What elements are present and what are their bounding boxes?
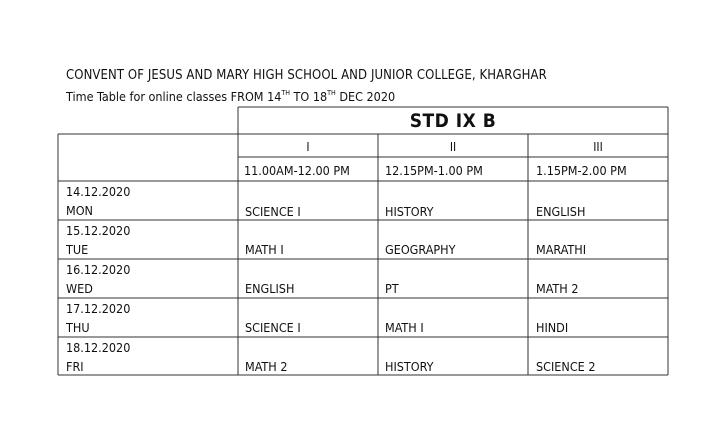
subject-cell: ENGLISH <box>536 204 586 219</box>
period-time-3: 1.15PM-2.00 PM <box>536 163 627 178</box>
row-date: 16.12.2020 <box>66 262 131 277</box>
class-name-header: STD IX B <box>409 110 497 132</box>
subject-cell: MATH I <box>385 320 424 335</box>
subject-cell: HINDI <box>536 320 569 335</box>
row-date: 14.12.2020 <box>66 184 131 199</box>
row-date: 15.12.2020 <box>66 223 131 238</box>
subject-cell: MATH 2 <box>245 359 288 374</box>
row-day: THU <box>66 320 90 335</box>
subject-cell: MATH 2 <box>536 281 579 296</box>
period-time-1: 11.00AM-12.00 PM <box>244 163 350 178</box>
row-date: 17.12.2020 <box>66 301 131 316</box>
period-header-1: I <box>306 140 310 154</box>
subject-cell: GEOGRAPHY <box>385 242 456 257</box>
subject-cell: MARATHI <box>536 242 587 257</box>
subject-cell: HISTORY <box>385 359 434 374</box>
row-day: WED <box>66 281 93 296</box>
subject-cell: SCIENCE I <box>245 320 301 335</box>
subject-cell: PT <box>385 281 399 296</box>
school-title: CONVENT OF JESUS AND MARY HIGH SCHOOL AND JUNIOR COLLEGE, KHARGHAR <box>66 68 547 83</box>
subject-cell: HISTORY <box>385 204 434 219</box>
period-header-3: III <box>593 140 603 154</box>
row-date: 18.12.2020 <box>66 340 131 355</box>
period-time-2: 12.15PM-1.00 PM <box>385 163 483 178</box>
row-day: FRI <box>66 359 84 374</box>
subject-cell: SCIENCE I <box>245 204 301 219</box>
row-day: MON <box>66 203 93 218</box>
subject-cell: ENGLISH <box>245 281 295 296</box>
timetable-subtitle: Time Table for online classes FROM 14TH TO 18TH DEC 2020 <box>66 89 396 104</box>
row-day: TUE <box>66 242 89 257</box>
period-header-2: II <box>449 140 457 154</box>
subject-cell: SCIENCE 2 <box>536 359 596 374</box>
subject-cell: MATH I <box>245 242 284 257</box>
